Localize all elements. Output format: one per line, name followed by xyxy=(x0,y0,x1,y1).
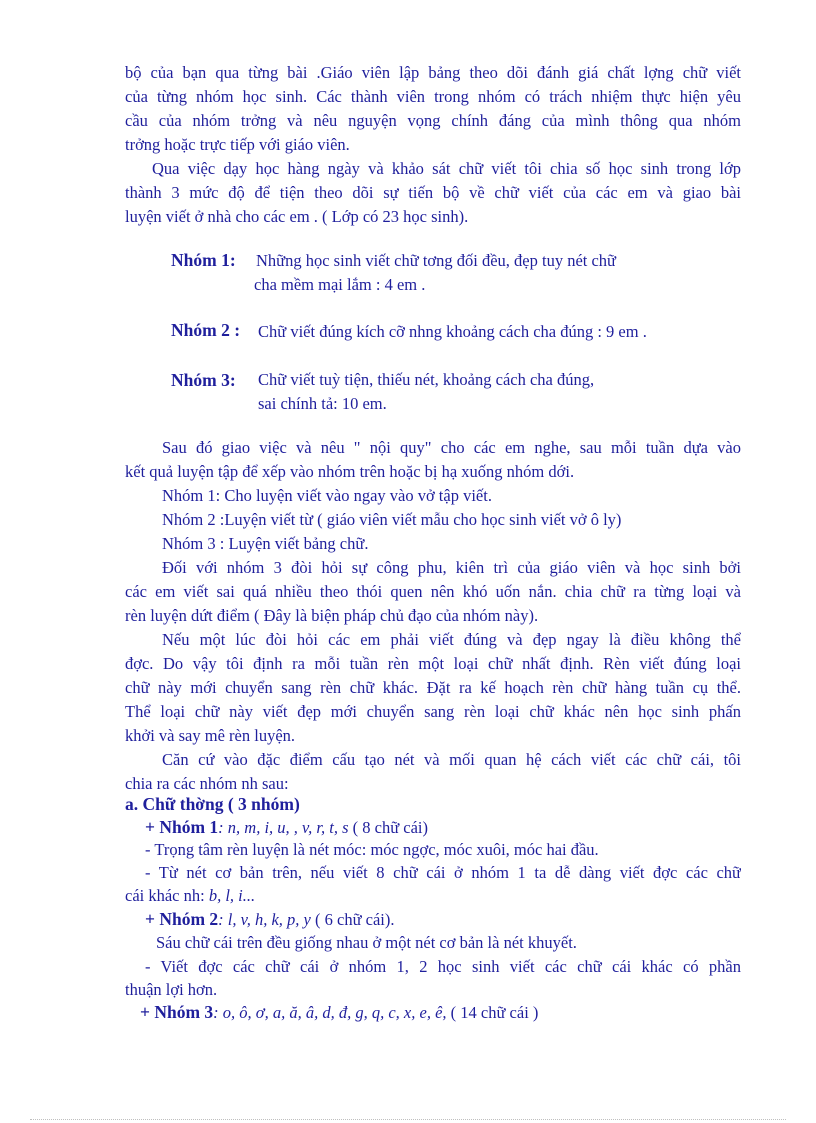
paragraph-line: Thể loại chữ này viết đẹp mới chuyển sang rèn loại chữ khác nên học sinh phấn xyxy=(125,702,741,721)
group-1-count: ( 8 chữ cái) xyxy=(348,818,428,837)
group-2-note: - Viết đợc các chữ cái ở nhóm 1, 2 học sinh viết các chữ cái khác có phần xyxy=(145,957,741,976)
group-2-text: Chữ viết đúng kích cỡ nhng khoảng cách cha đúng : 9 em . xyxy=(258,322,647,341)
paragraph-line: Nếu một lúc đòi hỏi các em phải viết đúng và đẹp ngay là điều không thể xyxy=(162,630,741,649)
group-1-note-letters: b, l, i... xyxy=(208,886,256,905)
group-1-line xyxy=(145,815,741,839)
group-2-label: Nhóm 2 : xyxy=(171,320,241,340)
group-3-text: sai chính tả: 10 em. xyxy=(258,394,387,413)
group-1-note xyxy=(125,884,741,908)
paragraph-line: luyện viết ở nhà cho các em . ( Lớp có 23 học sinh). xyxy=(125,207,469,226)
paragraph-line: thành 3 mức độ để tiện theo dõi sự tiến bộ về chữ viết của các em và giao bài xyxy=(125,183,741,202)
group-1-note: - Trọng tâm rèn luyện là nét móc: móc ngợc, móc xuôi, móc hai đầu. xyxy=(145,840,599,859)
paragraph-line: rèn luyện dứt điểm ( Đây là biện pháp chủ đạo của nhóm này). xyxy=(125,606,539,625)
group-1-label: Nhóm 1: xyxy=(171,250,236,270)
paragraph-line: chữ này mới chuyển sang rèn chữ khác. Đặt ra kế hoạch rèn chữ hàng tuần cụ thể. xyxy=(125,678,741,697)
group-1-letters: : n, m, i, u, , v, r, t, s xyxy=(218,818,349,837)
paragraph-line: đợc. Do vậy tôi định ra mỗi tuần rèn một loại chữ nhất định. Rèn viết đúng loại xyxy=(125,654,741,673)
group-1-note-text: cái khác nh: xyxy=(125,886,209,905)
group-2-count: ( 6 chữ cái). xyxy=(310,910,395,929)
paragraph-line: cầu của nhóm trởng và nêu nguyện vọng chính đáng của mình thông qua nhóm xyxy=(125,111,741,130)
group-3-label: + Nhóm 3 xyxy=(140,1002,214,1022)
rule-line: Nhóm 2 :Luyện viết từ ( giáo viên viết mẫu cho học sinh viết vở ô ly) xyxy=(162,510,622,529)
rule-line: Nhóm 1: Cho luyện viết vào ngay vào vở tập viết. xyxy=(162,486,492,505)
paragraph-line: trởng hoặc trực tiếp với giáo viên. xyxy=(125,135,350,154)
group-3-letters: : o, ô, ơ, a, ă, â, d, đ, g, q, c, x, e, ê, xyxy=(213,1003,447,1022)
group-2-note: Sáu chữ cái trên đều giống nhau ở một nét cơ bản là nét khuyết. xyxy=(156,933,577,952)
group-3-label: Nhóm 3: xyxy=(171,370,236,390)
group-1-text: Những học sinh viết chữ tơng đối đều, đẹp tuy nét chữ xyxy=(256,251,616,270)
rule-line: Nhóm 3 : Luyện viết bảng chữ. xyxy=(162,534,369,553)
group-1-text: cha mềm mại lắm : 4 em . xyxy=(254,275,426,294)
paragraph-line: kết quả luyện tập để xếp vào nhóm trên hoặc bị hạ xuống nhóm dới. xyxy=(125,462,575,481)
group-2-line xyxy=(145,907,741,931)
paragraph-line: Qua việc dạy học hàng ngày và khảo sát chữ viết tôi chia số học sinh trong lớp xyxy=(152,159,741,178)
group-3-text: Chữ viết tuỳ tiện, thiếu nét, khoảng cách cha đúng, xyxy=(258,370,595,389)
group-3-line xyxy=(140,1000,741,1024)
group-1-note: - Từ nét cơ bản trên, nếu viết 8 chữ cái ở nhóm 1 ta dễ dàng viết đợc các chữ xyxy=(145,863,741,882)
paragraph-line: bộ của bạn qua từng bài .Giáo viên lập bảng theo dõi đánh giá chất lợng chữ viết xyxy=(125,63,741,82)
paragraph-line: khởi và say mê rèn luyện. xyxy=(125,726,296,745)
group-2-label: + Nhóm 2 xyxy=(145,909,219,929)
paragraph-line: Đối với nhóm 3 đòi hỏi sự công phu, kiên trì của giáo viên và học sinh bởi xyxy=(162,558,741,577)
page-bottom-border xyxy=(30,1119,786,1120)
section-heading: a. Chữ thờng ( 3 nhóm) xyxy=(125,794,300,814)
group-3-count: ( 14 chữ cái ) xyxy=(446,1003,539,1022)
paragraph-line: Căn cứ vào đặc điểm cấu tạo nét và mối quan hệ cách viết các chữ cái, tôi xyxy=(162,750,741,769)
paragraph-line: Sau đó giao việc và nêu " nội quy" cho các em nghe, sau mỗi tuần dựa vào xyxy=(162,438,741,457)
paragraph-line: của từng nhóm học sinh. Các thành viên trong nhóm có trách nhiệm thực hiện yêu xyxy=(125,87,741,106)
paragraph-line: các em viết sai quá nhiều theo thói quen nên khó uốn nắn. chia chữ ra từng loại và xyxy=(125,582,741,601)
group-1-label: + Nhóm 1 xyxy=(145,817,219,837)
group-2-note: thuận lợi hơn. xyxy=(125,980,218,999)
group-2-letters: : l, v, h, k, p, y xyxy=(218,910,311,929)
paragraph-line: chia ra các nhóm nh sau: xyxy=(125,774,289,793)
